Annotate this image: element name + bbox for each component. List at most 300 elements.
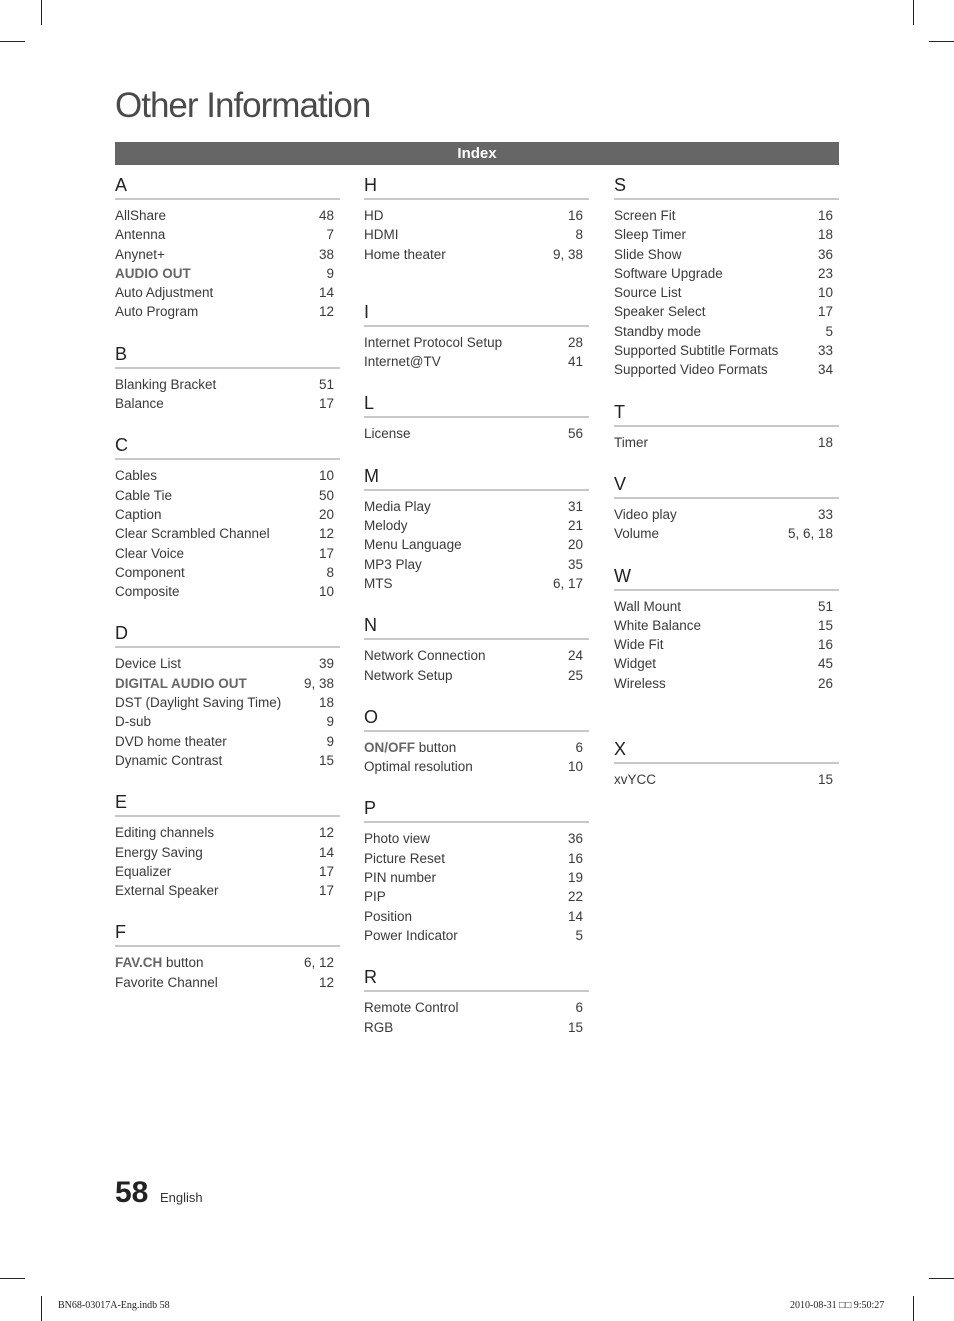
index-letter-heading: C [115,435,340,460]
index-entry-term [364,646,486,665]
index-entry-term-text: button [162,955,204,971]
index-entry-term [115,751,222,770]
index-entry [115,264,340,283]
index-entry [115,225,340,244]
index-entry-term-text: Clear Scrambled Channel [115,526,270,542]
index-entry-term [115,302,198,321]
index-entry-pages: 6, 17 [552,575,583,591]
index-section-a [115,175,340,322]
index-section-s [614,175,839,380]
index-entry-pages: 56 [567,426,583,442]
index-entry-term [364,352,441,371]
index-entry-term [115,264,191,283]
index-letter-heading: H [364,175,589,200]
index-letter-heading: D [115,623,340,648]
index-entry-term [115,206,166,225]
index-entry-term-text: Caption [115,506,162,522]
index-entry [115,823,340,842]
index-entry [364,868,589,887]
index-entry-term-text: MP3 Play [364,556,422,572]
index-entry-term-text: Timer [614,434,648,450]
index-letter-heading: W [614,566,839,591]
index-entry-term-bold: AUDIO OUT [115,265,191,281]
index-section-t [614,402,839,452]
index-letter-heading: I [364,302,589,327]
index-section-o [364,707,589,777]
index-entry-pages: 23 [817,265,833,281]
index-entry-term [364,926,458,945]
index-entry [115,654,340,673]
index-entry-term-text: HD [364,208,384,223]
index-section-m [364,466,589,593]
index-entry-term [364,998,459,1017]
index-entry-term [115,654,181,673]
index-entry-term [614,264,723,283]
index-entry-pages: 33 [817,343,833,359]
index-entry-term [614,654,656,673]
index-entry-term [364,757,473,776]
index-entry-term-text: button [415,739,457,755]
index-entry-term-text: PIP [364,889,386,905]
index-letter-heading: S [614,175,839,200]
index-column-2 [364,175,589,1037]
index-entry-pages: 48 [318,208,334,223]
index-letter-heading: B [115,344,340,369]
index-entry [364,907,589,926]
page-language: English [160,1190,203,1205]
index-entry [115,973,340,992]
index-letter-heading: T [614,402,839,427]
index-entry-term-text: Speaker Select [614,304,706,320]
index-entry-pages: 16 [817,637,833,653]
index-entry-term-text: AllShare [115,208,167,223]
index-entry-term [115,225,165,244]
index-section-i [364,302,589,372]
index-entry-pages: 9 [326,265,334,281]
index-entry-term [614,245,682,264]
index-entry-term-text: Menu Language [364,537,462,553]
index-entry-pages: 31 [567,498,583,514]
index-entry [614,635,839,654]
index-entry-pages: 5 [575,927,583,943]
crop-mark [41,0,42,25]
index-entry [614,433,839,452]
index-letter-heading: F [115,922,340,947]
index-letter-heading: A [115,175,340,200]
index-entry-pages: 35 [567,556,583,572]
index-entry-term-text: Dynamic Contrast [115,752,223,768]
index-entry [364,206,589,225]
index-entry-pages: 16 [567,208,583,223]
index-letter-heading: V [614,474,839,499]
index-entry-term [614,635,664,654]
index-entry-term [364,225,399,244]
index-entry-term [115,712,151,731]
index-entry-pages: 51 [318,376,334,392]
index-entry-pages: 45 [817,656,833,672]
index-entry [364,516,589,535]
index-section-x [614,739,839,789]
index-entry [115,375,340,394]
index-entry [364,225,589,244]
index-entry [364,424,589,443]
index-entry-term [115,505,162,524]
index-entry-term-bold: ON/OFF [364,739,415,755]
index-entry-pages: 10 [318,584,334,600]
index-entry-pages: 9 [326,714,334,730]
index-entry-term [364,849,445,868]
index-entry-pages: 22 [567,889,583,905]
index-entry-pages: 5, 6, 18 [787,526,833,542]
index-entry-pages: 10 [817,285,833,301]
index-entry [115,563,340,582]
index-entry-pages: 12 [318,526,334,542]
index-entry-term [614,770,656,789]
index-entry-pages: 9, 38 [552,246,583,262]
index-section-b [115,344,340,414]
index-letter-heading: M [364,466,589,491]
index-entry-term-text: Source List [614,285,682,301]
index-entry-term-text: PIN number [364,870,437,886]
index-entry [364,245,589,264]
index-entry-term [614,360,768,379]
index-entry-term [364,738,456,757]
index-entry-pages: 17 [318,396,334,412]
index-entry-term-text: Slide Show [614,246,682,262]
index-entry-pages: 17 [318,545,334,561]
index-entry [115,843,340,862]
index-section-p [364,798,589,945]
index-letter-heading: L [364,393,589,418]
index-entry-pages: 25 [567,667,583,683]
index-entry [364,666,589,685]
crop-mark [913,0,914,25]
index-entry [364,352,589,371]
index-entry-term [614,322,701,341]
index-entry-term [115,375,216,394]
index-entry-term-text: Position [364,908,413,924]
index-entry [115,751,340,770]
index-entry-term-text: Network Connection [364,648,486,664]
index-entry-term [115,693,281,712]
index-entry-term [115,544,184,563]
index-entry-term-text: Blanking Bracket [115,376,217,392]
index-section-d [115,623,340,770]
index-entry [115,881,340,900]
index-entry-pages: 6, 12 [303,955,334,971]
index-entry-term-text: Balance [115,396,164,412]
index-entry-pages: 36 [567,831,583,847]
index-entry [364,646,589,665]
index-entry-term-text: Widget [614,656,657,672]
index-entry-pages: 24 [567,648,583,664]
index-entry-term-text: Cables [115,468,158,484]
index-entry-term-text: Energy Saving [115,844,203,860]
index-entry-pages: 20 [318,506,334,522]
index-entry [364,887,589,906]
index-entry [115,953,340,972]
index-letter-heading: N [364,615,589,640]
crop-mark [41,1296,42,1321]
index-entry-term-text: Clear Voice [115,545,185,561]
page-number: 58 [115,1176,149,1209]
index-entry [614,302,839,321]
index-entry-term [115,563,185,582]
index-entry-pages: 15 [817,617,833,633]
index-entry [115,466,340,485]
index-entry [614,206,839,225]
index-entry-term [115,394,164,413]
index-entry [614,674,839,693]
index-entry-term [364,1018,393,1037]
index-entry-pages: 16 [817,208,833,223]
index-entry-term [364,868,436,887]
index-entry-term-text: Power Indicator [364,927,458,943]
index-entry [614,225,839,244]
index-entry-term [364,424,411,443]
index-entry [115,245,340,264]
index-entry [364,535,589,554]
index-entry-pages: 17 [817,304,833,320]
index-entry-term [364,907,412,926]
index-entry-term-text: Home theater [364,246,446,262]
index-entry [614,770,839,789]
index-entry [364,998,589,1017]
index-entry-pages: 12 [318,974,334,990]
index-letter-heading: X [614,739,839,764]
index-entry-pages: 18 [318,695,334,711]
index-entry-pages: 38 [318,246,334,262]
index-entry [614,360,839,379]
index-entry [115,674,340,693]
index-entry [614,341,839,360]
index-entry-pages: 18 [817,227,833,243]
index-entry-term-text: MTS [364,575,393,591]
index-column-3 [614,175,839,789]
index-entry-term-text: Media Play [364,498,431,514]
index-entry-term-text: License [364,426,411,442]
index-entry-term-text: Melody [364,518,408,534]
index-entry [115,206,340,225]
index-entry-pages: 17 [318,883,334,899]
index-section-v [614,474,839,544]
index-entry [115,505,340,524]
index-entry-term [364,555,422,574]
index-entry-term-text: Wide Fit [614,637,664,653]
index-entry-term-text: Antenna [115,227,166,243]
index-entry-term-text: HDMI [364,227,399,243]
index-entry-pages: 34 [817,362,833,378]
crop-mark [929,41,954,42]
index-entry-term [115,862,171,881]
index-entry-term [364,333,502,352]
index-entry-term-text: External Speaker [115,883,219,899]
index-entry-term [614,341,778,360]
index-entry-term-text: Picture Reset [364,850,446,866]
index-entry-term [364,574,393,593]
index-entry [115,394,340,413]
index-entry-term-text: Video play [614,506,677,522]
index-entry [614,524,839,543]
crop-mark [0,1278,25,1279]
index-entry-term-text: Composite [115,584,180,600]
index-entry-term [115,524,270,543]
index-entry-term [115,486,172,505]
index-entry [115,302,340,321]
index-entry [614,264,839,283]
index-entry-pages: 9, 38 [303,675,334,691]
index-entry [115,524,340,543]
index-entry [364,555,589,574]
index-entry-pages: 33 [817,506,833,522]
index-entry-pages: 19 [567,870,583,886]
index-entry [364,757,589,776]
index-entry [614,283,839,302]
index-entry-pages: 51 [817,598,833,614]
index-entry-pages: 41 [567,354,583,370]
index-entry-term [364,887,386,906]
index-entry-pages: 8 [326,564,334,580]
index-entry [364,1018,589,1037]
index-entry-term-bold: DIGITAL AUDIO OUT [115,675,247,691]
index-entry-pages: 9 [326,733,334,749]
index-entry [614,322,839,341]
index-entry-term-text: Equalizer [115,863,172,879]
index-entry-term [614,206,676,225]
index-entry-term-text: Software Upgrade [614,265,723,281]
index-section-e [115,792,340,900]
crop-mark [913,1296,914,1321]
index-entry-pages: 12 [318,304,334,320]
index-entry-term-text: xvYCC [614,772,657,788]
index-entry-term-text: Favorite Channel [115,974,218,990]
index-entry [364,926,589,945]
index-entry [614,245,839,264]
index-letter-heading: O [364,707,589,732]
index-entry-term [115,843,203,862]
index-entry-term [614,505,677,524]
index-entry-pages: 15 [318,752,334,768]
index-entry [364,829,589,848]
index-entry-pages: 12 [318,825,334,841]
index-entry-term [115,283,213,302]
index-entry [115,486,340,505]
index-entry-pages: 6 [575,1000,583,1016]
index-entry-pages: 39 [318,656,334,672]
print-slug-date: 2010-08-31 □□ 9:50:27 [790,1300,885,1311]
index-entry-term [364,516,408,535]
index-entry-pages: 16 [567,850,583,866]
index-entry [364,849,589,868]
index-entry-pages: 26 [817,675,833,691]
index-entry-pages: 28 [567,334,583,350]
index-entry [364,574,589,593]
index-section-n [364,615,589,685]
index-entry-pages: 14 [567,908,583,924]
index-entry-term-text: Screen Fit [614,208,676,223]
index-section-f [115,922,340,992]
index-entry-pages: 18 [817,434,833,450]
print-slug-file: BN68-03017A-Eng.indb 58 [58,1300,170,1311]
index-entry-term [115,973,218,992]
index-section-l [364,393,589,443]
index-entry-term-text: DVD home theater [115,733,227,749]
index-entry-term-text: Wall Mount [614,598,682,614]
index-entry-term-text: Auto Program [115,304,199,320]
index-entry-term [115,881,219,900]
crop-mark [0,41,25,42]
index-entry-term-text: Auto Adjustment [115,285,214,301]
index-entry-term [115,466,157,485]
index-entry-term-text: Internet@TV [364,354,441,370]
index-column-1 [115,175,340,992]
index-entry-term-text: Device List [115,656,182,672]
index-entry-term [614,302,706,321]
index-entry-term [614,597,681,616]
index-entry-term [364,829,430,848]
index-entry-term [614,283,682,302]
index-entry-term [614,674,666,693]
index-entry-term-text: RGB [364,1019,394,1035]
index-entry-pages: 8 [575,227,583,243]
index-entry [115,544,340,563]
index-entry-term [115,823,214,842]
index-section-h [364,175,589,264]
crop-mark [929,1278,954,1279]
index-entry-term [614,225,686,244]
index-letter-heading: P [364,798,589,823]
index-entry-pages: 5 [825,323,833,339]
index-entry-term-text: Anynet+ [115,246,165,262]
index-entry-term-text: Optimal resolution [364,759,473,775]
index-header-bar: Index [115,142,839,165]
index-entry-pages: 21 [567,518,583,534]
index-entry-pages: 14 [318,844,334,860]
index-entry [614,654,839,673]
page-title: Other Information [115,86,371,125]
index-entry-pages: 15 [817,772,833,788]
index-entry-term [614,616,701,635]
index-entry-pages: 20 [567,537,583,553]
index-section-c [115,435,340,601]
index-entry-term-text: Wireless [614,675,666,691]
index-entry-term-text: Cable Tie [115,487,173,503]
index-entry-term-text: Sleep Timer [614,227,687,243]
index-entry-pages: 7 [326,227,334,243]
index-entry-term-text: Supported Subtitle Formats [614,343,779,359]
index-entry-term [115,732,227,751]
index-entry-pages: 10 [318,468,334,484]
index-entry-term [364,497,431,516]
index-entry-term [115,582,180,601]
index-entry-term [364,666,453,685]
index-entry-term [614,524,659,543]
index-entry-term [364,245,446,264]
index-entry [115,712,340,731]
index-entry-term [614,433,648,452]
index-entry [115,693,340,712]
index-entry-term-text: Component [115,564,185,580]
index-entry-term-text: White Balance [614,617,702,633]
index-entry-term-text: Volume [614,526,660,542]
index-entry-term [115,674,247,693]
index-entry-term [115,953,204,972]
index-entry-term-text: Internet Protocol Setup [364,334,503,350]
index-entry [115,732,340,751]
index-entry-term-text: DST (Daylight Saving Time) [115,695,282,711]
index-entry [614,597,839,616]
index-entry [115,582,340,601]
